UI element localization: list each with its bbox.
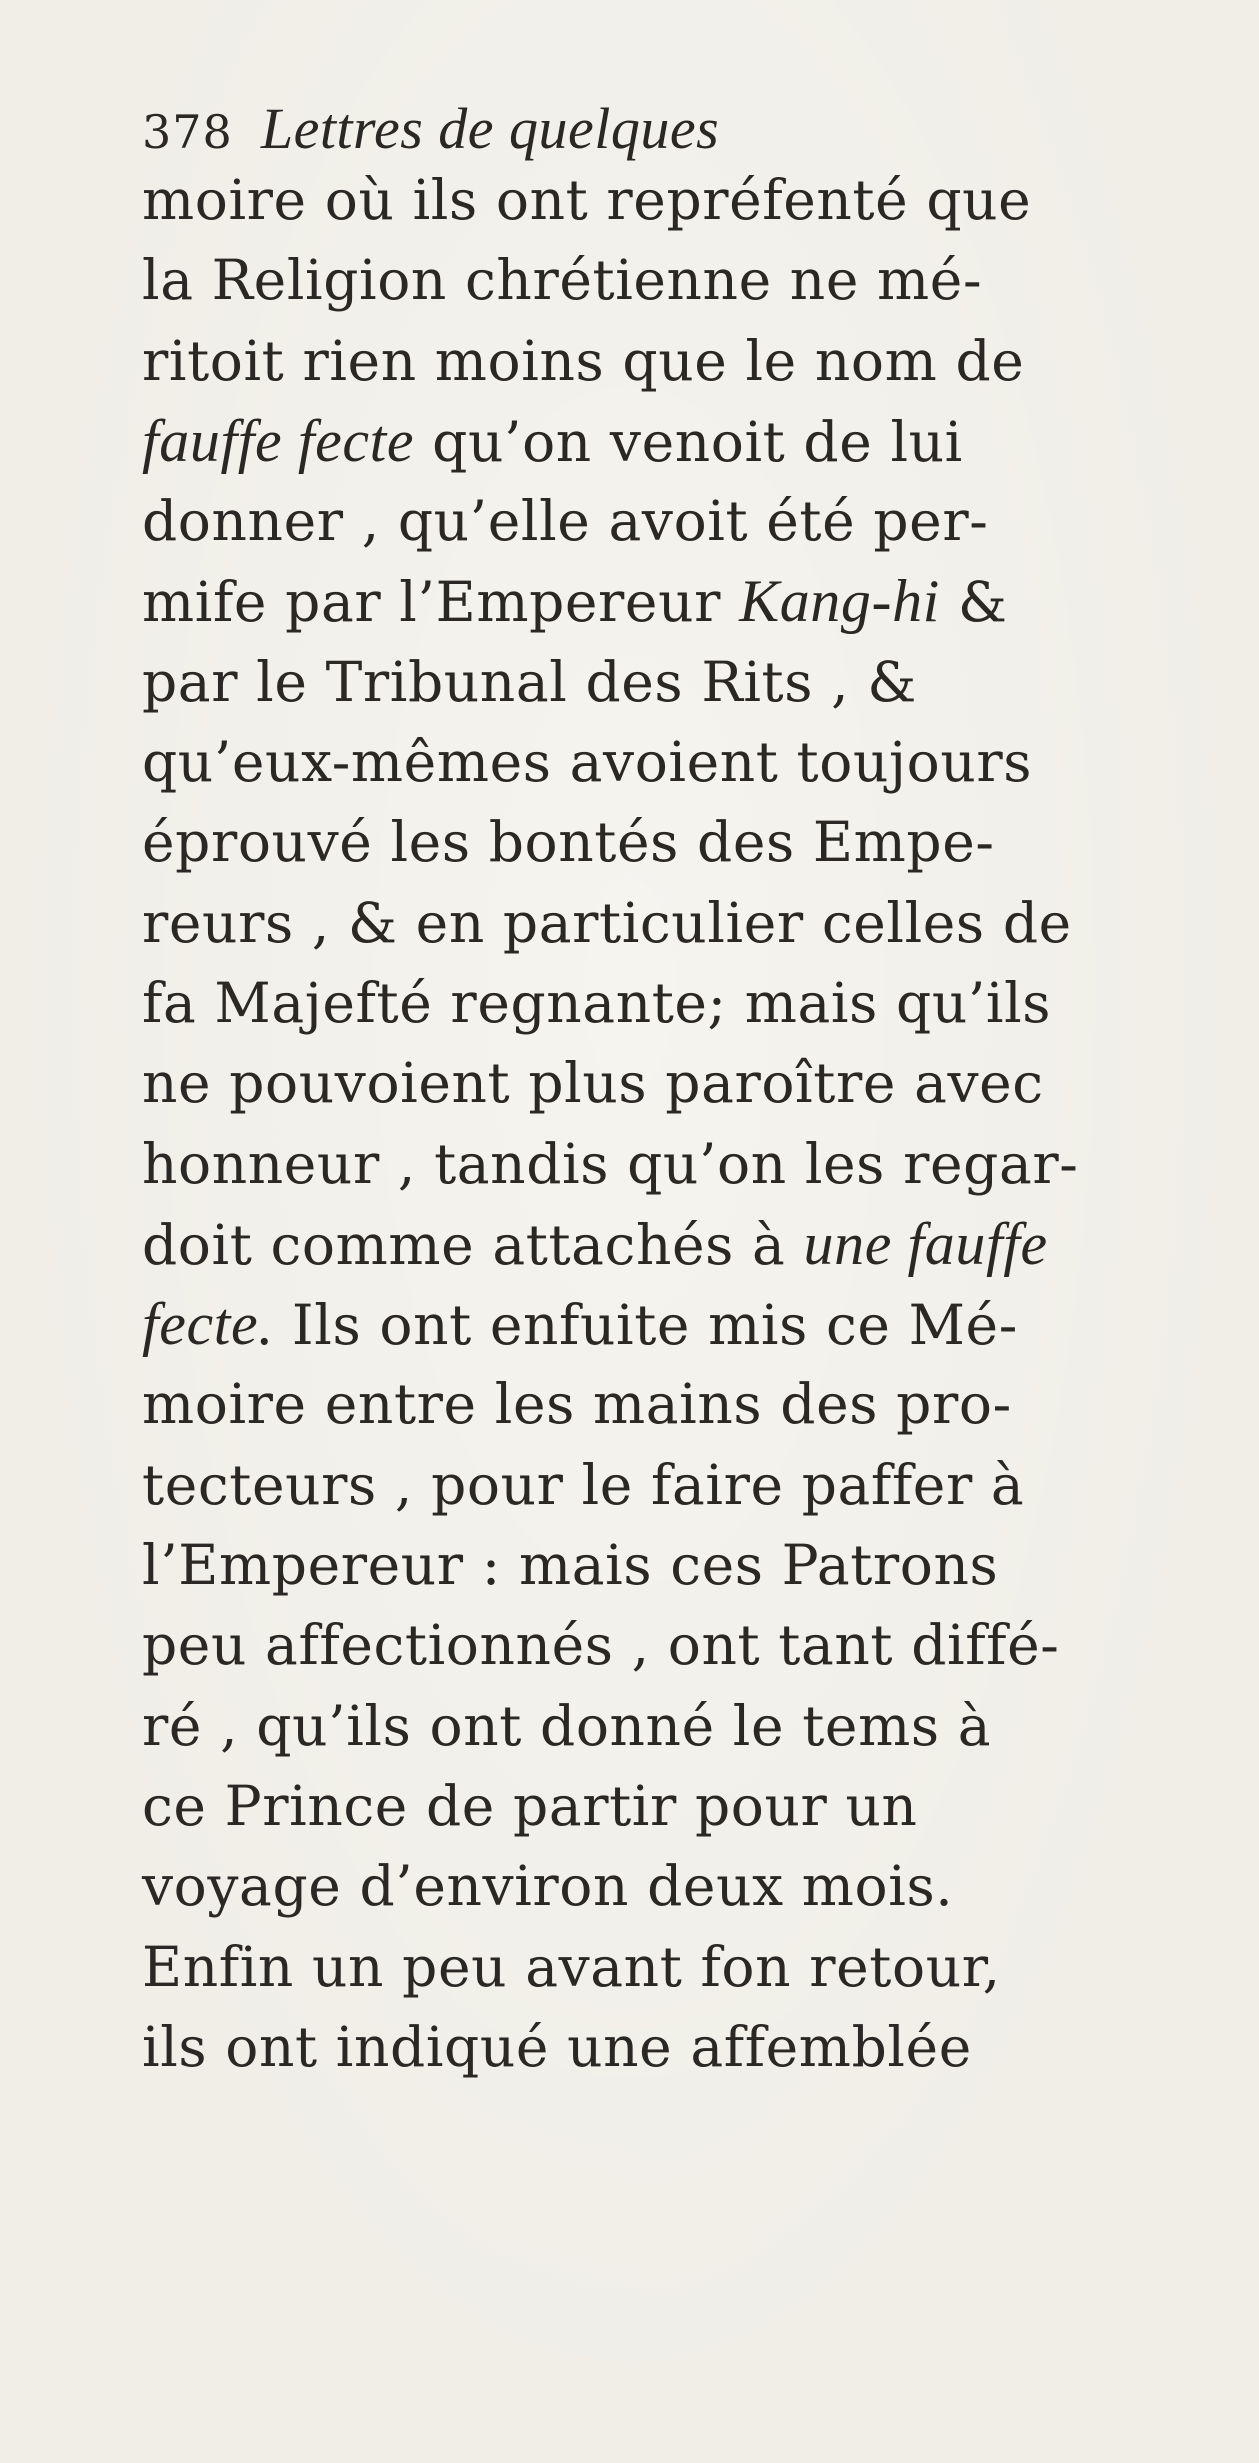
text-segment: reurs , & en particulier celles de xyxy=(142,890,1072,955)
text-segment: moire où ils ont repréfenté que xyxy=(142,168,1032,232)
text-line xyxy=(142,240,1182,320)
text-line xyxy=(142,1846,1182,1926)
text-segment: peu affectionnés , ont tant diffé- xyxy=(142,1613,1060,1678)
italic-text: fauffe fecte xyxy=(142,407,415,474)
text-line xyxy=(142,321,1182,401)
text-segment: qu’eux-mêmes avoient toujours xyxy=(142,730,1033,795)
running-title: Lettres de quelques xyxy=(260,96,720,161)
text-segment: donner , qu’elle avoit été per- xyxy=(142,489,989,554)
text-line xyxy=(142,1124,1182,1204)
text-line xyxy=(142,2007,1182,2087)
text-segment: la Religion chrétienne ne mé- xyxy=(142,248,983,313)
text-line xyxy=(142,481,1182,561)
text-segment: Ils ont enfuite mis ce Mé- xyxy=(273,1293,1018,1358)
body-text xyxy=(142,160,1182,2087)
text-segment: ré , qu’ils ont donné le tems à xyxy=(142,1693,992,1758)
text-segment: ne pouvoient plus paroître avec xyxy=(142,1051,1044,1116)
text-line xyxy=(142,401,1182,481)
text-line xyxy=(142,1364,1182,1444)
text-segment: Enfin un peu avant fon retour, xyxy=(142,1934,1001,1999)
text-line xyxy=(142,1766,1182,1846)
text-segment: ce Prince de partir pour un xyxy=(142,1773,918,1838)
text-line xyxy=(142,883,1182,963)
text-line xyxy=(142,642,1182,722)
italic-text: fecte. xyxy=(142,1291,274,1358)
text-segment: par le Tribunal des Rits , & xyxy=(142,649,917,714)
text-line xyxy=(142,1605,1182,1685)
text-segment: qu’on venoit de lui xyxy=(414,409,963,474)
text-line xyxy=(142,722,1182,802)
text-line xyxy=(142,1686,1182,1766)
text-segment: l’Empereur : mais ces Patrons xyxy=(142,1533,999,1598)
text-segment: voyage d’environ deux mois. xyxy=(142,1854,954,1919)
text-segment: ritoit rien moins que le nom de xyxy=(142,328,1025,393)
text-segment: éprouvé les bontés des Empe- xyxy=(142,810,995,875)
text-line xyxy=(142,160,1182,240)
text-segment: & xyxy=(939,570,1008,635)
text-line xyxy=(142,1445,1182,1525)
text-segment: honneur , tandis qu’on les regar- xyxy=(142,1131,1079,1196)
text-line xyxy=(142,963,1182,1043)
text-segment: mife par l’Empereur xyxy=(142,570,740,635)
page-number: 378 xyxy=(142,105,233,159)
text-line xyxy=(142,561,1182,641)
text-line xyxy=(142,1525,1182,1605)
text-line xyxy=(142,1043,1182,1123)
text-segment: tecteurs , pour le faire paffer à xyxy=(142,1452,1025,1517)
italic-text: une fauffe xyxy=(803,1210,1048,1277)
text-line xyxy=(142,1927,1182,2007)
text-segment: ils ont indiqué une affemblée xyxy=(142,2014,972,2079)
text-segment: moire entre les mains des pro- xyxy=(142,1372,1012,1437)
text-segment: fa Majefté regnante; mais qu’ils xyxy=(142,970,1052,1035)
page-header xyxy=(142,95,720,161)
text-line xyxy=(142,802,1182,882)
text-segment: doit comme attachés à xyxy=(142,1212,804,1277)
text-line xyxy=(142,1204,1182,1284)
italic-text: Kang-hi xyxy=(739,568,940,635)
text-line xyxy=(142,1284,1182,1364)
